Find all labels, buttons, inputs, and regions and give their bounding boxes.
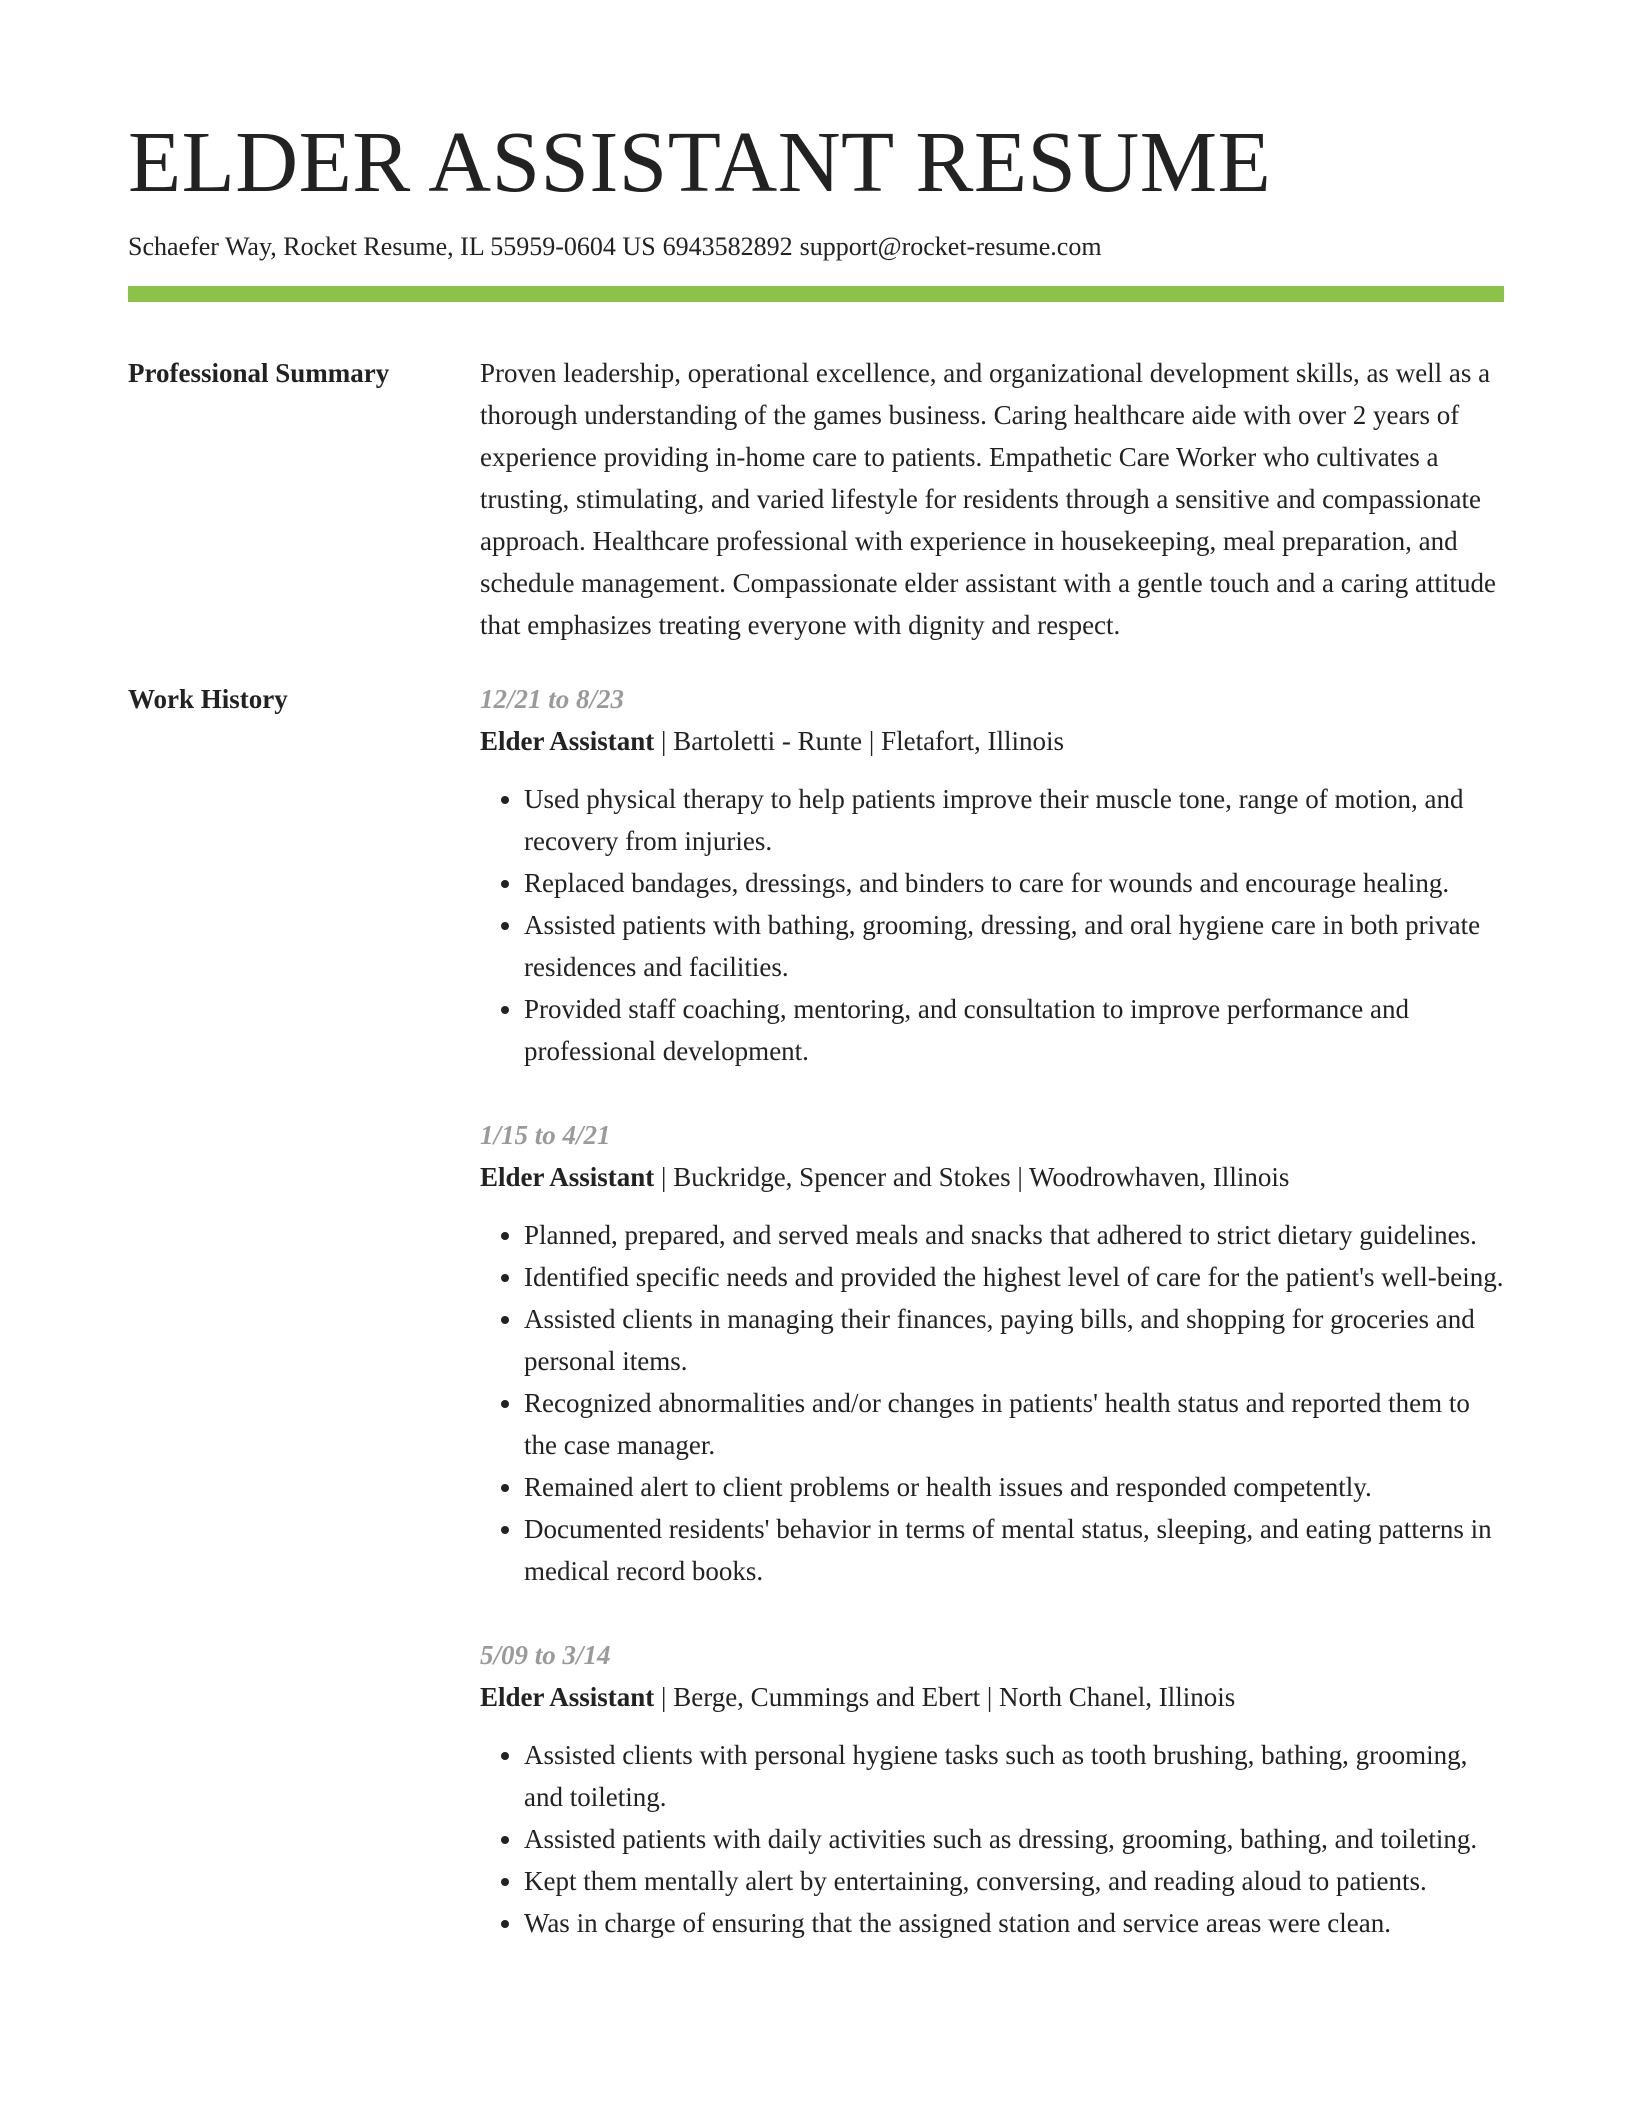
job-bullet: • Assisted patients with bathing, grooming, dressing, and oral hygiene care in both private residences and facilities. (524, 904, 1504, 988)
contact-address: Schaefer Way, Rocket Resume, IL 55959-0604 US (128, 232, 656, 261)
work-history-heading: Work History (128, 684, 288, 715)
summary-text: Proven leadership, operational excellence, and organizational development skills, as well as a thorough understanding of the games business. Caring healthcare aide with over 2 years of experience providing in-home care to patients. Empathetic Care Worker who cultivates a trusting, stimulating, and varied lifestyle for residents through a sensitive and compassionate approach. Healthcare professional with experience in housekeeping, meal preparation, and schedule management. Compassionate elder assistant with a gentle touch and a caring attitude that emphasizes treating everyone with dignity and respect. (480, 358, 1496, 641)
job-bullet-list (480, 1214, 1504, 1592)
summary-heading: Professional Summary (128, 358, 390, 389)
job-bullet: • Assisted clients with personal hygiene tasks such as tooth brushing, bathing, grooming, and toileting. (524, 1734, 1504, 1818)
contact-phone: 6943582892 (662, 232, 793, 261)
job-bullet: • Was in charge of ensuring that the assigned station and service areas were clean. (524, 1902, 1504, 1944)
job-employer-location: | Berge, Cummings and Ebert | North Chanel, Illinois (654, 1682, 1236, 1713)
job-bullet: • Kept them mentally alert by entertaining, conversing, and reading aloud to patients. (524, 1860, 1504, 1902)
job-bullet: • Assisted patients with daily activities such as dressing, grooming, bathing, and toileting. (524, 1818, 1504, 1860)
job-bullet: • Replaced bandages, dressings, and binders to care for wounds and encourage healing. (524, 862, 1504, 904)
contact-line (128, 231, 1504, 262)
job-dates: 1/15 to 4/21 (480, 1120, 611, 1151)
job-title-line (480, 720, 1504, 762)
job-dates: 12/21 to 8/23 (480, 684, 625, 715)
job-title: Elder Assistant (480, 726, 655, 757)
job-employer-location: | Buckridge, Spencer and Stokes | Woodrowhaven, Illinois (654, 1162, 1290, 1193)
job-bullet: • Remained alert to client problems or health issues and responded competently. (524, 1466, 1504, 1508)
work-history-section (128, 678, 1504, 1986)
resume-title: ELDER ASSISTANT RESUME (128, 113, 1272, 210)
job-entry (480, 1114, 1504, 1592)
job-bullet: • Documented residents' behavior in terms of mental status, sleeping, and eating patterns in medical record books. (524, 1508, 1504, 1592)
work-history-list (480, 678, 1504, 1986)
job-bullet: • Provided staff coaching, mentoring, and consultation to improve performance and professional development. (524, 988, 1504, 1072)
job-bullet-list (480, 778, 1504, 1072)
summary-section (128, 352, 1504, 646)
job-bullet: • Used physical therapy to help patients improve their muscle tone, range of motion, and recovery from injuries. (524, 778, 1504, 862)
job-title: Elder Assistant (480, 1682, 655, 1713)
job-title-line (480, 1156, 1504, 1198)
job-title: Elder Assistant (480, 1162, 655, 1193)
contact-email: support@rocket-resume.com (799, 232, 1102, 261)
job-employer-location: | Bartoletti - Runte | Fletafort, Illinois (654, 726, 1065, 757)
job-bullet: • Identified specific needs and provided the highest level of care for the patient's well-being. (524, 1256, 1504, 1298)
job-entry (480, 678, 1504, 1072)
accent-divider (128, 286, 1504, 302)
job-bullet: • Assisted clients in managing their finances, paying bills, and shopping for groceries and personal items. (524, 1298, 1504, 1382)
job-entry (480, 1634, 1504, 1944)
job-title-line (480, 1676, 1504, 1718)
job-dates: 5/09 to 3/14 (480, 1640, 611, 1671)
job-bullet: • Recognized abnormalities and/or changes in patients' health status and reported them to the case manager. (524, 1382, 1504, 1466)
job-bullet-list (480, 1734, 1504, 1944)
job-bullet: • Planned, prepared, and served meals and snacks that adhered to strict dietary guidelines. (524, 1214, 1504, 1256)
